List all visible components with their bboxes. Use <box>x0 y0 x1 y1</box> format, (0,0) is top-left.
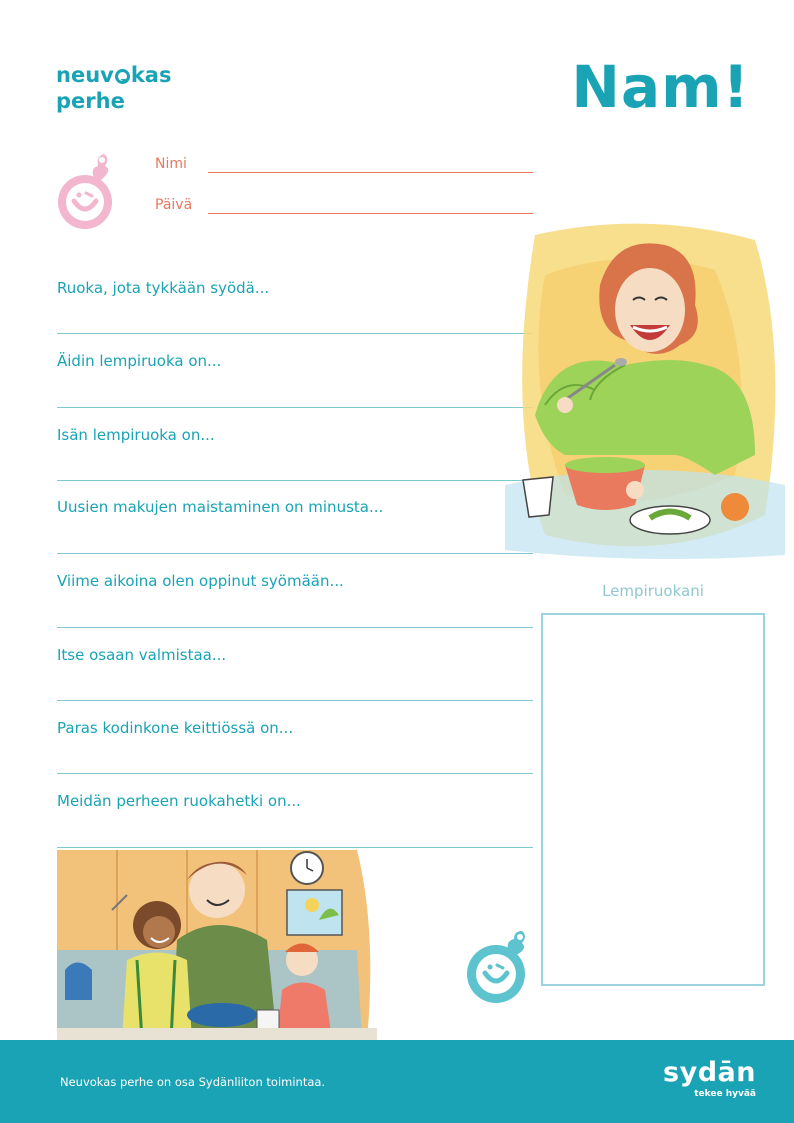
answer-line-4[interactable] <box>57 553 533 554</box>
sydan-logo-word: sydān <box>663 1057 756 1088</box>
question-6: Itse osaan valmistaa... <box>57 646 227 664</box>
favorite-food-label: Lempiruokani <box>602 582 704 600</box>
question-8: Meidän perheen ruokahetki on... <box>57 792 301 810</box>
question-4: Uusien makujen maistaminen on minusta... <box>57 498 384 516</box>
answer-line-6[interactable] <box>57 700 533 701</box>
sydan-logo <box>652 1058 756 1099</box>
answer-line-3[interactable] <box>57 480 533 481</box>
brand-logo-text-c: perhe <box>56 89 125 113</box>
smiley-o-icon <box>115 69 130 84</box>
sydan-logo-tagline: tekee hyvää <box>694 1089 756 1099</box>
brand-logo <box>56 62 171 114</box>
favorite-food-drawing-box[interactable] <box>541 613 765 986</box>
question-2: Äidin lempiruoka on... <box>57 352 222 370</box>
family-cooking-illustration <box>57 850 387 1040</box>
brand-logo-text-b: kas <box>130 63 172 87</box>
answer-line-7[interactable] <box>57 773 533 774</box>
girl-eating-illustration <box>505 215 785 565</box>
name-line[interactable] <box>208 172 533 173</box>
brand-logo-text-a: neuv <box>56 63 114 87</box>
page-title: Nam! <box>571 53 750 121</box>
name-label: Nimi <box>155 156 187 172</box>
footer-text: Neuvokas perhe on osa Sydänliiton toimintaa. <box>60 1075 326 1089</box>
date-line[interactable] <box>208 213 533 214</box>
question-5: Viime aikoina olen oppinut syömään... <box>57 572 344 590</box>
baby-badge-icon <box>56 145 118 231</box>
baby-badge-teal-icon <box>466 930 532 1006</box>
answer-line-2[interactable] <box>57 407 533 408</box>
date-label: Päivä <box>155 197 193 213</box>
answer-line-1[interactable] <box>57 333 533 334</box>
answer-line-8[interactable] <box>57 847 533 848</box>
question-1: Ruoka, jota tykkään syödä... <box>57 279 270 297</box>
answer-line-5[interactable] <box>57 627 533 628</box>
question-3: Isän lempiruoka on... <box>57 426 215 444</box>
question-7: Paras kodinkone keittiössä on... <box>57 719 294 737</box>
